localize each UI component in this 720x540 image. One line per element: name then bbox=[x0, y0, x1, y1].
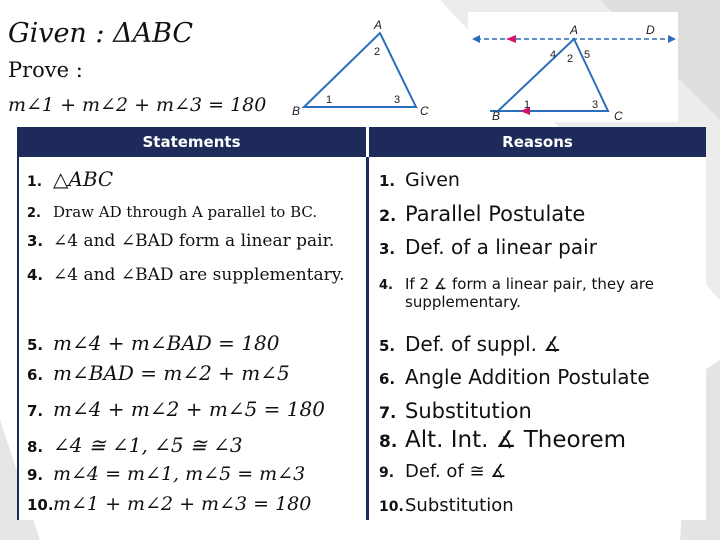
statement-row: 6. m∠BAD = m∠2 + m∠5 bbox=[27, 361, 290, 385]
reason-row: 6. Angle Addition Postulate bbox=[379, 365, 650, 389]
vertex-c-label-2: C bbox=[614, 109, 623, 122]
parallel-marker-top bbox=[506, 35, 516, 43]
column-divider bbox=[366, 157, 369, 520]
vertex-b-label: B bbox=[292, 104, 301, 118]
statement-row: 10. m∠1 + m∠2 + m∠3 = 180 bbox=[27, 493, 312, 515]
reason-row: 10. Substitution bbox=[379, 495, 514, 516]
reason-row: 5. Def. of suppl. ∡ bbox=[379, 332, 562, 356]
angle-3-label: 3 bbox=[394, 94, 401, 106]
vertex-a-label-2: A bbox=[570, 23, 579, 37]
reason-row: 1. Given bbox=[379, 169, 460, 191]
statement-row: 7. m∠4 + m∠2 + m∠5 = 180 bbox=[27, 397, 325, 421]
parallel-line-figure bbox=[468, 12, 678, 122]
statement-row: 5. m∠4 + m∠BAD = 180 bbox=[27, 331, 280, 355]
prove-label: Prove : bbox=[8, 58, 83, 82]
prove-goal: m∠1 + m∠2 + m∠3 = 180 bbox=[8, 94, 267, 116]
statement-row: 9. m∠4 = m∠1, m∠5 = m∠3 bbox=[27, 463, 306, 485]
statement-row: 1. △ABC bbox=[27, 167, 114, 191]
vertex-c-label: C bbox=[420, 104, 429, 118]
given-statement: Given : ΔABC bbox=[8, 18, 194, 49]
reason-row: 8. Alt. Int. ∡ Theorem bbox=[379, 427, 627, 453]
reason-row: 7. Substitution bbox=[379, 399, 532, 423]
vertex-a-label: A bbox=[374, 18, 383, 32]
statement-row: 3. ∠4 and ∠BAD form a linear pair. bbox=[27, 231, 335, 251]
angle-5-label: 5 bbox=[584, 49, 591, 61]
angle-4-label: 4 bbox=[550, 49, 557, 61]
statements-header: Statements bbox=[17, 127, 366, 157]
angle-3-label-2: 3 bbox=[592, 99, 599, 111]
angle-2-label-2: 2 bbox=[567, 53, 574, 65]
reason-row: 3. Def. of a linear pair bbox=[379, 235, 597, 259]
angle-2-label: 2 bbox=[374, 46, 381, 58]
arrowhead-right bbox=[668, 35, 676, 43]
reason-row: 9. Def. of ≅ ∡ bbox=[379, 461, 507, 482]
vertex-d-label: D bbox=[646, 23, 655, 37]
angle-1-label-2: 1 bbox=[524, 99, 531, 111]
triangle-figure bbox=[288, 17, 434, 123]
statement-row: 2. Draw AD through A parallel to BC. bbox=[27, 203, 318, 221]
proof-table bbox=[17, 127, 706, 520]
reason-row: 4. If 2 ∡ form a linear pair, they are supplementary. bbox=[379, 275, 655, 311]
statement-row: 4. ∠4 and ∠BAD are supplementary. bbox=[27, 265, 345, 285]
reasons-header: Reasons bbox=[369, 127, 706, 157]
reason-row: 2. Parallel Postulate bbox=[379, 202, 586, 226]
arrowhead-left bbox=[472, 35, 480, 43]
angle-1-label: 1 bbox=[326, 94, 333, 106]
statement-row: 8. ∠4 ≅ ∠1, ∠5 ≅ ∠3 bbox=[27, 433, 243, 457]
vertex-b-label-2: B bbox=[492, 109, 501, 122]
